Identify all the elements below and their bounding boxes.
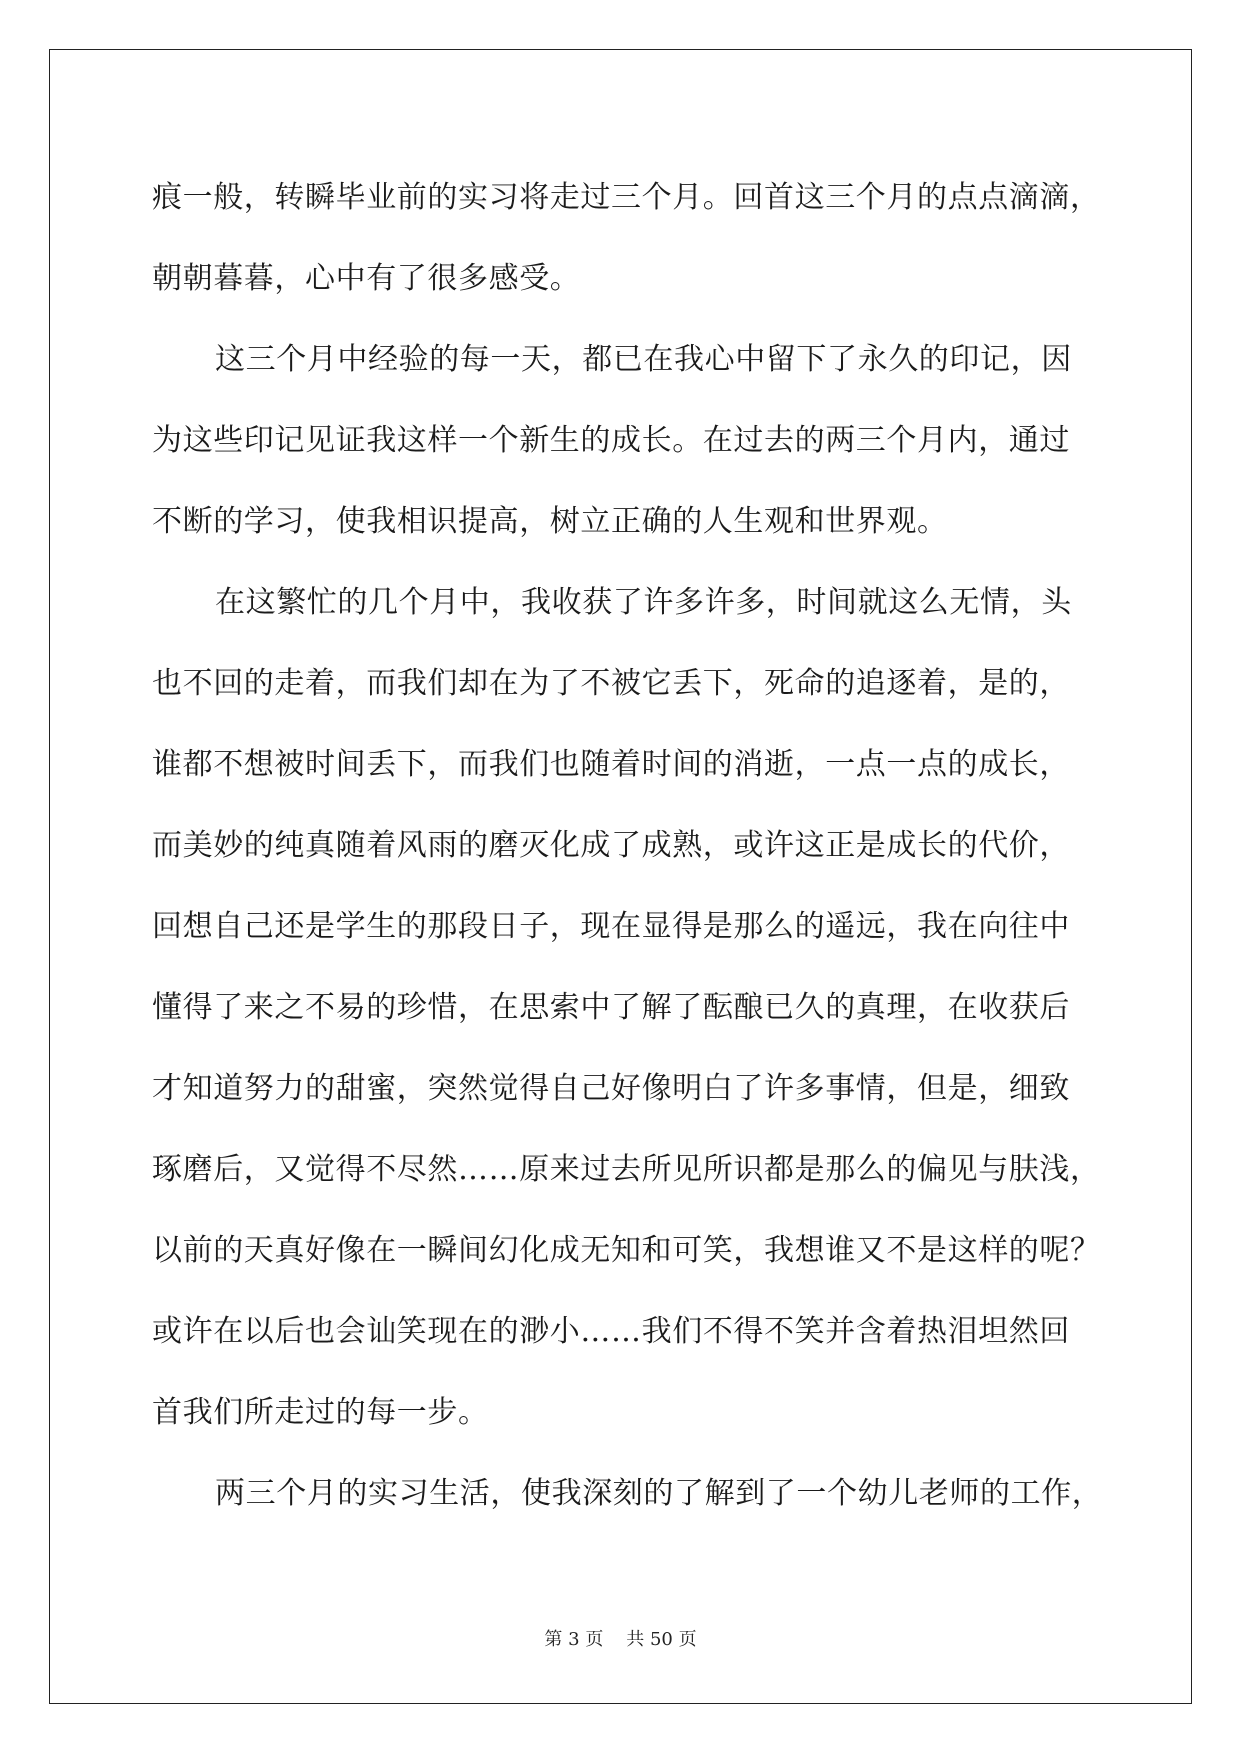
page-footer <box>0 1628 1241 1652</box>
text-line: 而美妙的纯真随着风雨的磨灭化成了成熟，或许这正是成长的代价， <box>152 828 1070 863</box>
text-line: 以前的天真好像在一瞬间幻化成无知和可笑，我想谁又不是这样的呢？ <box>152 1233 1101 1268</box>
text-line: 首我们所走过的每一步。 <box>152 1395 489 1430</box>
paragraph-start-line: 两三个月的实习生活，使我深刻的了解到了一个幼儿老师的工作， <box>215 1476 1103 1511</box>
text-line: 回想自己还是学生的那段日子，现在显得是那么的遥远，我在向往中 <box>152 909 1070 944</box>
paragraph-start-line: 这三个月中经验的每一天，都已在我心中留下了永久的印记，因 <box>215 342 1072 377</box>
paragraph-start-line: 在这繁忙的几个月中，我收获了许多许多，时间就这么无情，头 <box>215 585 1072 620</box>
page-total: 共 50 页 <box>626 1629 697 1650</box>
text-line: 不断的学习，使我相识提高，树立正确的人生观和世界观。 <box>152 504 948 539</box>
text-line: 或许在以后也会讪笑现在的渺小……我们不得不笑并含着热泪坦然回 <box>152 1314 1070 1349</box>
text-line: 为这些印记见证我这样一个新生的成长。在过去的两三个月内，通过 <box>152 423 1070 458</box>
text-line: 也不回的走着，而我们却在为了不被它丢下，死命的追逐着，是的， <box>152 666 1070 701</box>
page-number: 第 3 页 <box>544 1629 604 1650</box>
document-body <box>152 157 1103 1534</box>
text-line: 懂得了来之不易的珍惜，在思索中了解了酝酿已久的真理，在收获后 <box>152 990 1070 1025</box>
text-line: 才知道努力的甜蜜，突然觉得自己好像明白了许多事情，但是，细致 <box>152 1071 1070 1106</box>
text-line: 朝朝暮暮，心中有了很多感受。 <box>152 261 581 296</box>
text-line: 琢磨后，又觉得不尽然……原来过去所见所识都是那么的偏见与肤浅， <box>152 1152 1101 1187</box>
text-line: 痕一般，转瞬毕业前的实习将走过三个月。回首这三个月的点点滴滴， <box>152 180 1101 215</box>
text-line: 谁都不想被时间丢下，而我们也随着时间的消逝，一点一点的成长， <box>152 747 1070 782</box>
